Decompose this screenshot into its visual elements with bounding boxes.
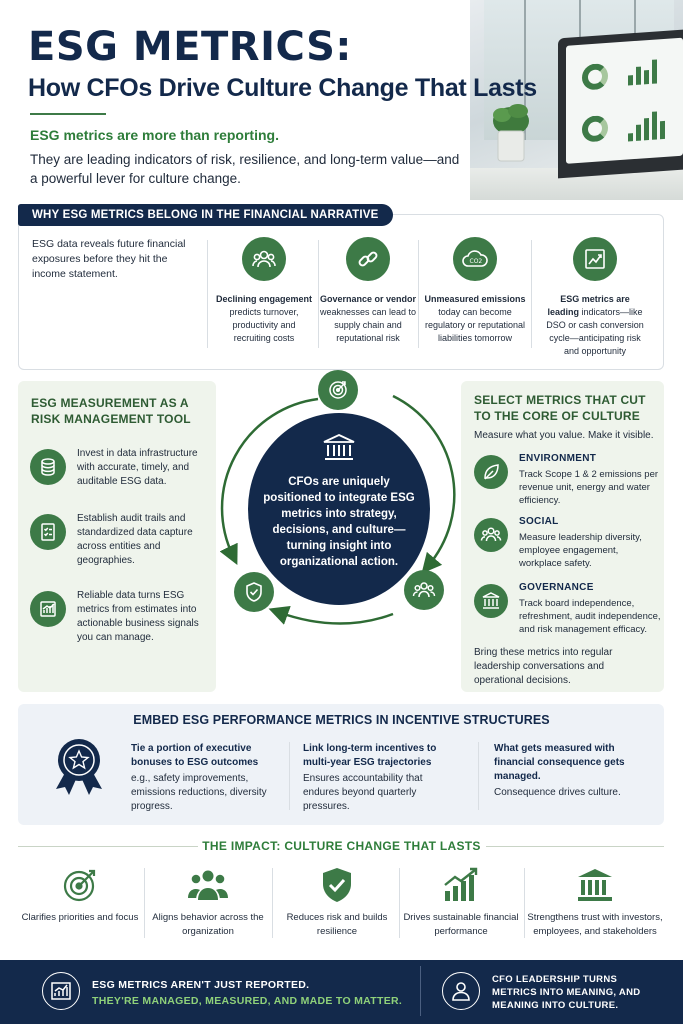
impact-text: Clarifies priorities and focus (21, 912, 139, 923)
narrative-item (317, 237, 419, 345)
footer-right-text: CFO LEADERSHIP TURNS METRICS INTO MEANING, AND MEANING INTO CULTURE. (492, 974, 641, 1011)
target-icon (318, 370, 358, 410)
divider (144, 868, 145, 938)
impact-text: Aligns behavior across the organization (152, 912, 264, 937)
divider (207, 240, 208, 348)
narrative-item-bold: ESG metrics are leading (547, 294, 630, 317)
shield-check-icon (234, 572, 274, 612)
impact-title: THE IMPACT: CULTURE CHANGE THAT LASTS (202, 839, 481, 853)
narrative-item (424, 237, 526, 345)
people-icon (404, 570, 444, 610)
divider (420, 966, 421, 1016)
incentive-text: Ensures accountability that endures beyond quarterly pressures. (303, 773, 423, 812)
divider (531, 240, 532, 348)
metric-text: Track Scope 1 & 2 emissions per revenue unit, energy and water efficiency. (519, 469, 659, 506)
incentive-heading: Link long-term incentives to multi-year ESG trajectories (303, 743, 437, 768)
metric-text: Measure leadership diversity, employee engagement, workplace safety. (519, 532, 642, 569)
co2-cloud-icon (453, 237, 497, 281)
institution-icon (322, 433, 356, 463)
rising-bars-icon (399, 865, 523, 905)
database-icon (30, 449, 66, 485)
team-icon (146, 865, 270, 905)
incentive-col (494, 742, 644, 800)
risk-tool-title: ESG MEASUREMENT AS A RISK MANAGEMENT TOOL (31, 396, 191, 426)
people-icon (242, 237, 286, 281)
metric-text: Track board independence, refreshment, audit independence, and risk management efficacy. (519, 598, 661, 635)
impact-item (525, 865, 665, 939)
risk-tool-text: Reliable data turns ESG metrics from estimates into actionable business signals you can manage. (77, 590, 199, 643)
shield-check-icon (275, 865, 399, 905)
metric-heading: ENVIRONMENT (519, 453, 597, 464)
title-underline (30, 113, 106, 115)
checklist-icon (30, 514, 66, 550)
incentive-heading: Tie a portion of executive bonuses to ESG outcomes (131, 743, 259, 768)
narrative-item (544, 237, 646, 358)
broken-link-icon (346, 237, 390, 281)
plant-illustration (488, 95, 534, 165)
laptop-illustration (558, 30, 683, 179)
select-metrics-subtitle: Measure what you value. Make it visible. (474, 430, 654, 441)
institution-icon (525, 865, 665, 905)
divider (272, 868, 273, 938)
narrative-item (213, 237, 315, 345)
institution-icon (474, 584, 508, 618)
incentive-col (131, 742, 276, 814)
center-statement: CFOs are uniquely positioned to integrate ESG metrics into strategy, decisions, and culture—turning insight into organizational action. (263, 476, 415, 568)
narrative-item-bold: Governance or vendor (319, 294, 417, 304)
narrative-item-text: indicators—like DSO or cash conversion cycle—anticipating risk and opportunity (546, 307, 644, 356)
narrative-item-bold: Declining engagement (215, 294, 313, 304)
incentives-title: EMBED ESG PERFORMANCE METRICS IN INCENTIVE STRUCTURES (133, 713, 550, 727)
svg-text:CO2: CO2 (469, 258, 483, 265)
footer-left-line1: ESG METRICS AREN'T JUST REPORTED. (92, 979, 310, 991)
footer-left-line2: THEY'RE MANAGED, MEASURED, AND MADE TO MATTER. (92, 995, 403, 1007)
award-ribbon-icon (52, 737, 106, 797)
narrative-item-text: weaknesses can lead to supply chain and reputational risk (319, 307, 417, 343)
impact-item (146, 865, 270, 939)
incentive-text: Consequence drives culture. (494, 787, 621, 798)
growth-chart-icon (573, 237, 617, 281)
narrative-item-text: today can become regulatory or reputational liabilities tomorrow (424, 307, 526, 343)
incentive-text: e.g., safety improvements, emissions reductions, diversity progress. (131, 773, 267, 812)
narrative-item-bold: Unmeasured emissions (424, 294, 526, 304)
risk-tool-text: Establish audit trails and standardized data capture across entities and geographies. (77, 513, 193, 566)
select-metrics-footer: Bring these metrics into regular leadership conversations and operational decisions. (474, 647, 613, 686)
incentive-heading: What gets measured with financial consequence gets managed. (494, 743, 625, 782)
person-icon (442, 972, 480, 1010)
bar-chart-icon (30, 591, 66, 627)
select-metrics-title: SELECT METRICS THAT CUT TO THE CORE OF CULTURE (474, 393, 646, 423)
lead-text: They are leading indicators of risk, resilience, and long-term value—and a powerful lever for culture change. (30, 152, 460, 186)
divider (289, 742, 290, 810)
impact-text: Reduces risk and builds resilience (286, 912, 388, 937)
metric-heading: GOVERNANCE (519, 582, 594, 593)
impact-text: Drives sustainable financial performance (403, 912, 519, 937)
target-icon (18, 865, 142, 905)
page-title: ESG METRICS: (28, 24, 352, 70)
page-subtitle: How CFOs Drive Culture Change That Lasts (28, 74, 537, 102)
impact-item (275, 865, 399, 939)
people-icon (474, 518, 508, 552)
financial-narrative-heading: WHY ESG METRICS BELONG IN THE FINANCIAL NARRATIVE (18, 204, 393, 226)
financial-narrative-intro: ESG data reveals future financial exposures before they hit the income statement. (32, 238, 186, 280)
impact-text: Strengthens trust with investors, employees, and stakeholders (527, 912, 663, 937)
impact-item (399, 865, 523, 939)
risk-tool-text: Invest in data infrastructure with accurate, timely, and auditable ESG data. (77, 448, 198, 487)
narrative-item-text: predicts turnover, productivity and recruiting costs (229, 307, 299, 343)
metric-heading: SOCIAL (519, 516, 559, 527)
incentive-col (303, 742, 453, 814)
leaf-icon (474, 455, 508, 489)
lead-bold: ESG metrics are more than reporting. (30, 127, 279, 143)
divider (478, 742, 479, 810)
impact-item (18, 865, 142, 925)
growth-chart-icon (42, 972, 80, 1010)
